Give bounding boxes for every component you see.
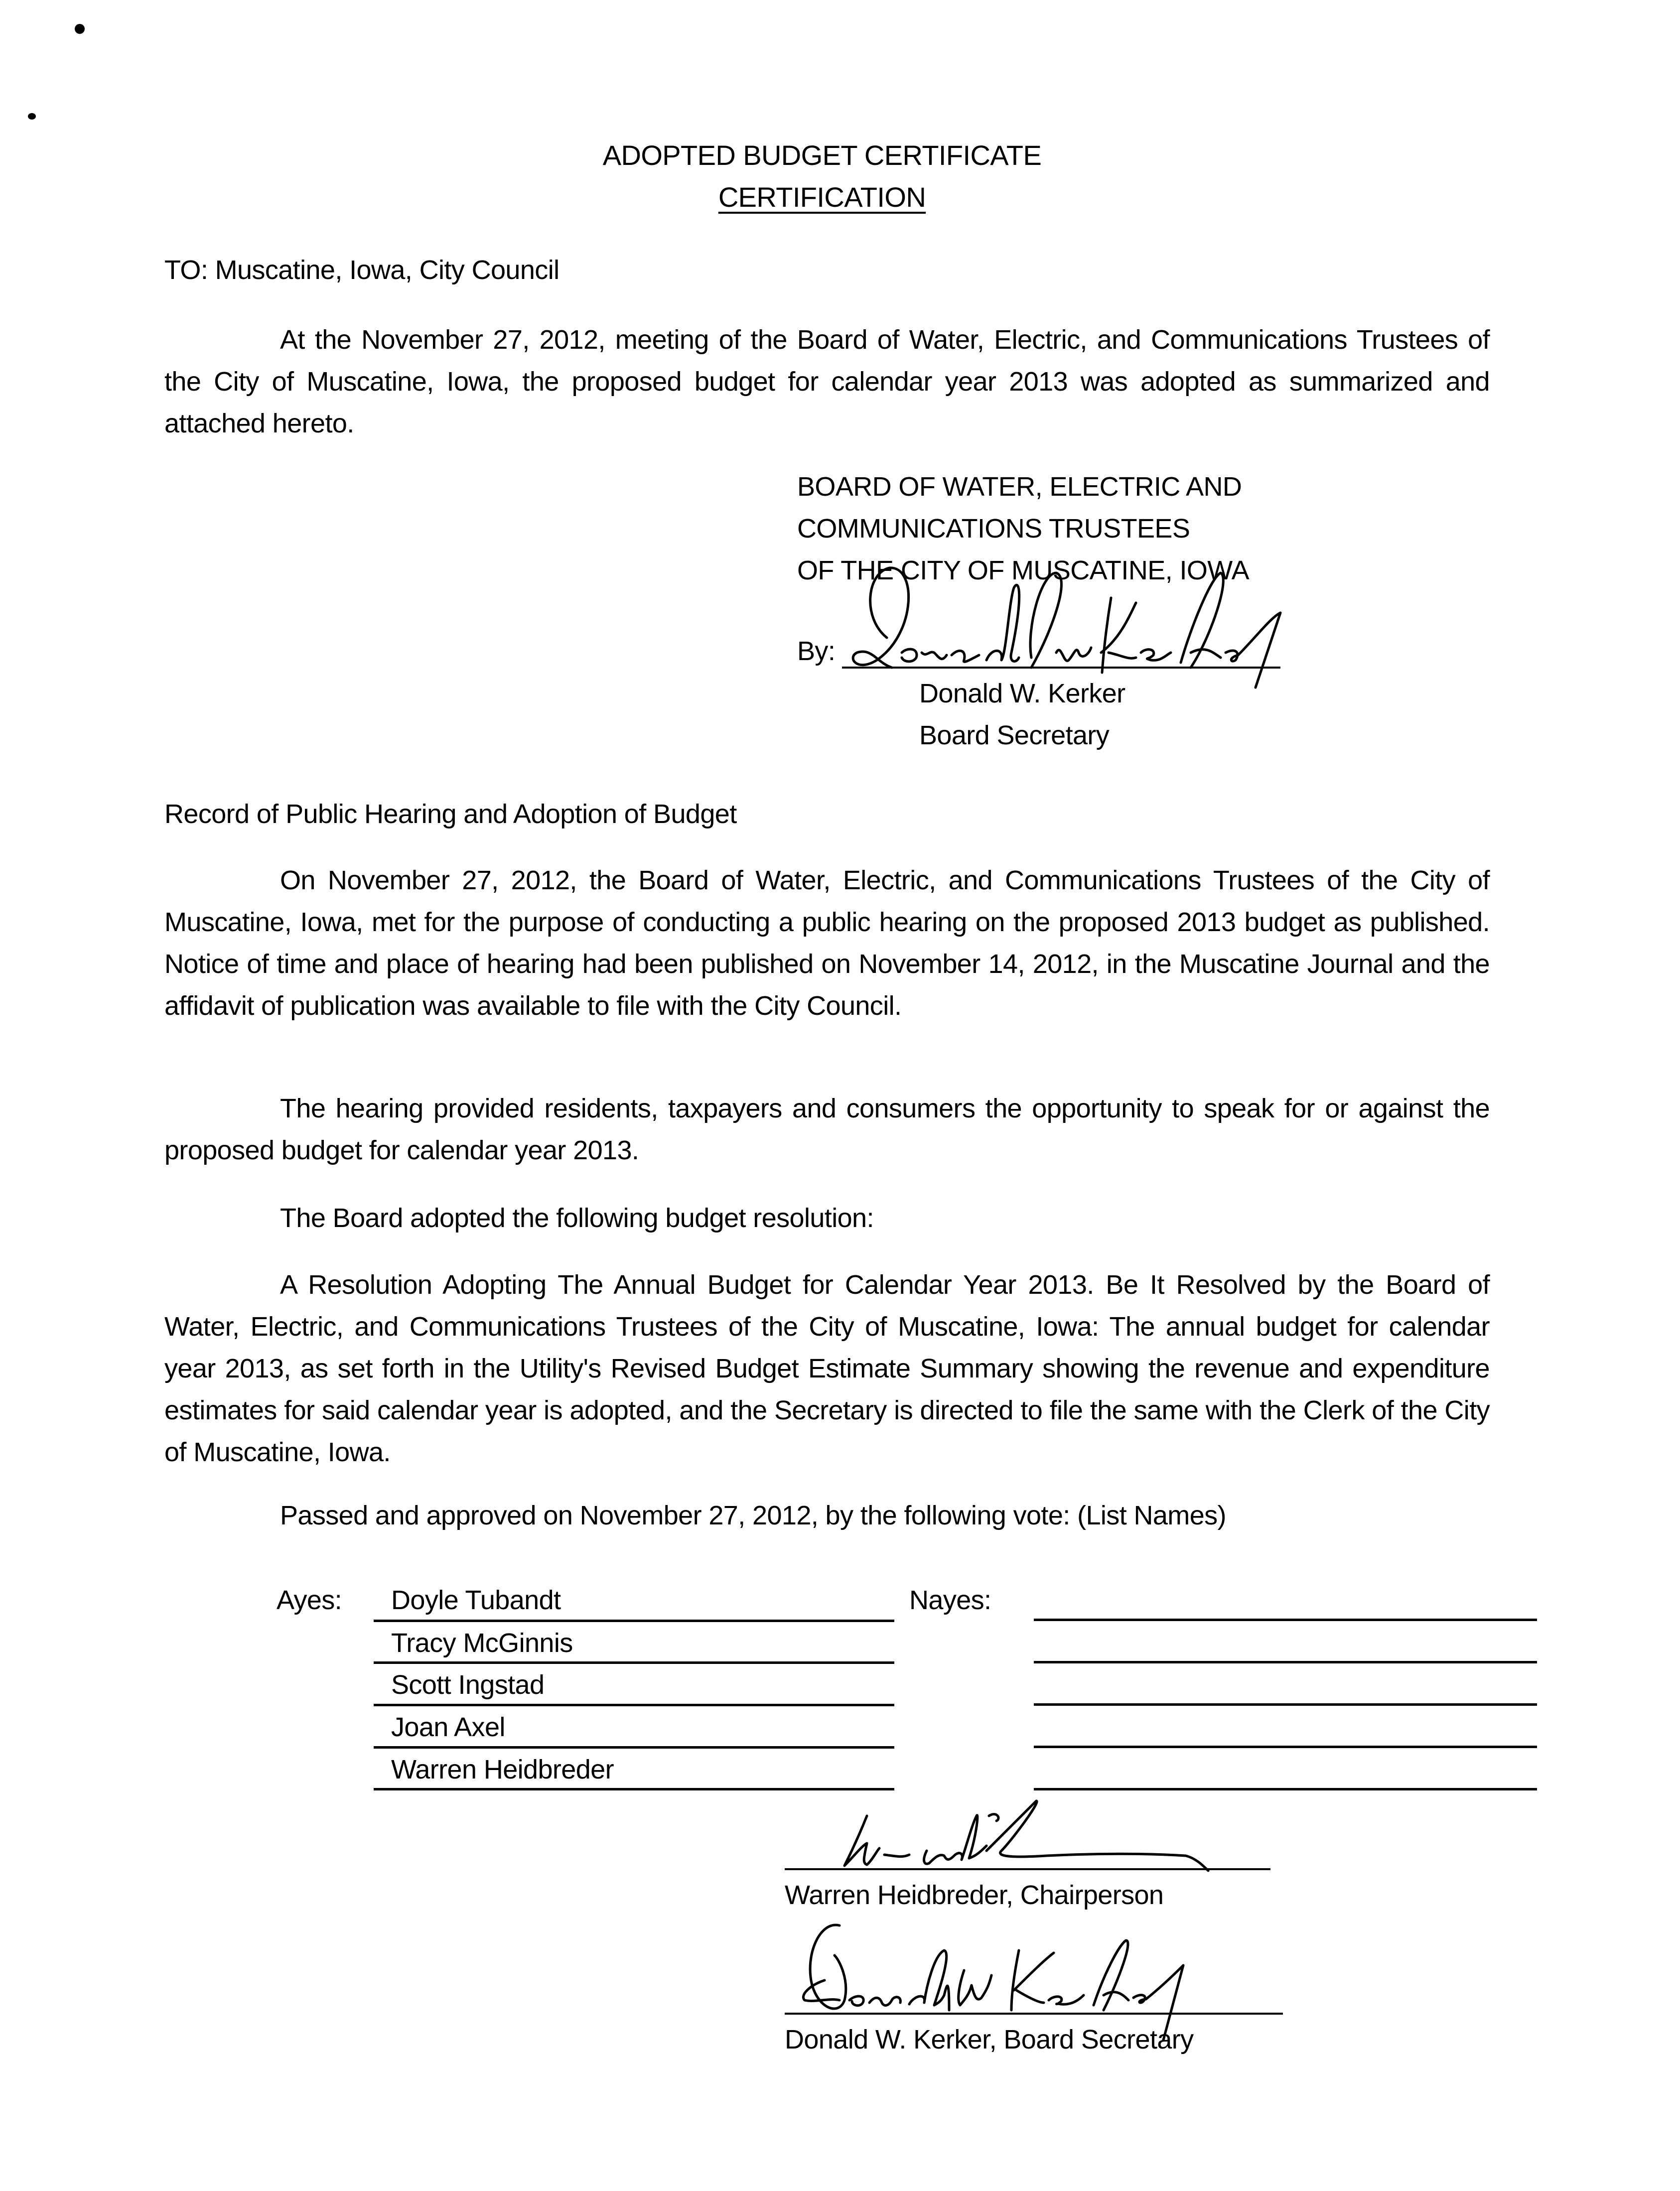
secretary-signature-label: Donald W. Kerker, Board Secretary — [785, 2025, 1194, 2054]
nayes-label: Nayes: — [909, 1585, 991, 1615]
nayes-list — [1034, 1579, 1537, 1790]
naye-line — [1034, 1663, 1537, 1706]
aye-name: Warren Heidbreder — [374, 1749, 894, 1790]
aye-name: Tracy McGinnis — [374, 1622, 894, 1664]
signature-line-chair — [785, 1868, 1270, 1870]
naye-line — [1034, 1621, 1537, 1663]
signature-line-secretary-bottom — [785, 2013, 1283, 2015]
board-line-1: BOARD OF WATER, ELECTRIC AND — [797, 472, 1242, 502]
by-label: By: — [797, 636, 836, 666]
addressee: TO: Muscatine, Iowa, City Council — [164, 255, 560, 285]
resolution-paragraph: A Resolution Adopting The Annual Budget for Calendar Year 2013. Be It Resolved by the Board of Water, Electric, and Communications Trustees of the City of Muscatine, Iowa: The annual budget for calendar year 2013, as set forth in the Utility's Revised Budget Estimate Summary showing the revenue and expenditure estimates for said calendar year is adopted, and the Secretary is directed to file the same with the Clerk of the City of Muscatine, Iowa. — [164, 1270, 1490, 1467]
naye-line — [1034, 1706, 1537, 1748]
ayes-label: Ayes: — [277, 1585, 342, 1615]
document-subtitle — [548, 176, 1096, 218]
adopted-resolution-intro: The Board adopted the following budget resolution: — [280, 1203, 874, 1233]
ayes-list — [374, 1579, 894, 1790]
aye-name: Joan Axel — [374, 1706, 894, 1749]
certification-heading: CERTIFICATION — [718, 181, 926, 213]
naye-line — [1034, 1579, 1537, 1621]
hearing-paragraph: On November 27, 2012, the Board of Water, Electric, and Communications Trustees of the City of Muscatine, Iowa, met for the purpose of conducting a public hearing on the proposed 2013 budget as published. Notice of time and place of hearing had been published on November 14, 2012, in the Muscatine Journal and the affidavit of publication was available to file with the City Council. — [164, 865, 1490, 1021]
signer-title: Board Secretary — [919, 720, 1110, 750]
chair-signature-label: Warren Heidbreder, Chairperson — [785, 1880, 1164, 1910]
aye-name: Doyle Tubandt — [374, 1579, 894, 1622]
document-title: ADOPTED BUDGET CERTIFICATE — [602, 139, 1042, 171]
signer-name: Donald W. Kerker — [919, 679, 1125, 708]
board-line-2: COMMUNICATIONS TRUSTEES — [797, 514, 1190, 544]
intro-paragraph: At the November 27, 2012, meeting of the Board of Water, Electric, and Communications Trustees of the City of Muscatine, Iowa, the proposed budget for calendar year 2013 was adopted as summarized and attached hereto. — [164, 325, 1490, 438]
scan-speck — [28, 113, 36, 120]
board-line-3: OF THE CITY OF MUSCATINE, IOWA — [797, 555, 1250, 585]
opportunity-paragraph: The hearing provided residents, taxpayers and consumers the opportunity to speak for or against the proposed budget for calendar year 2013. — [164, 1094, 1490, 1165]
record-heading: Record of Public Hearing and Adoption of Budget — [164, 799, 737, 829]
naye-line — [1034, 1748, 1537, 1790]
scan-speck — [75, 24, 85, 34]
vote-intro: Passed and approved on November 27, 2012, by the following vote: (List Names) — [280, 1501, 1226, 1530]
aye-name: Scott Ingstad — [374, 1664, 894, 1706]
